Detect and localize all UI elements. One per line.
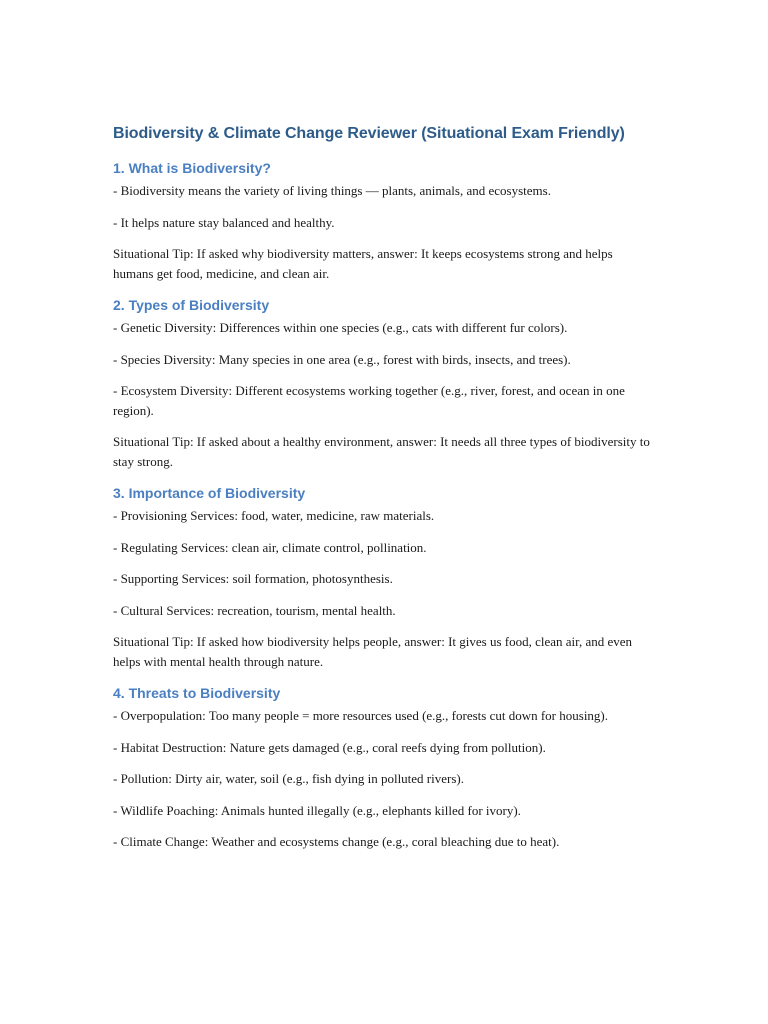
paragraph: - It helps nature stay balanced and healthy. [113, 214, 335, 230]
section-threats-to-biodiversity [113, 683, 653, 852]
paragraph: - Wildlife Poaching: Animals hunted illegally (e.g., elephants killed for ivory). [113, 802, 521, 818]
section-heading: 4. Threats to Biodiversity [113, 685, 281, 701]
section-what-is-biodiversity [113, 158, 653, 283]
paragraph: - Ecosystem Diversity: Different ecosystems working together (e.g., river, forest, and ocean in one region). [113, 383, 625, 418]
paragraph: - Habitat Destruction: Nature gets damaged (e.g., coral reefs dying from pollution). [113, 739, 546, 755]
section-heading: 1. What is Biodiversity? [113, 160, 271, 176]
paragraph: - Species Diversity: Many species in one area (e.g., forest with birds, insects, and trees). [113, 351, 571, 367]
situational-tip: Situational Tip: If asked why biodiversity matters, answer: It keeps ecosystems strong and helps humans get food, medicine, and clean air. [113, 246, 613, 281]
situational-tip: Situational Tip: If asked how biodiversity helps people, answer: It gives us food, clean air, and even helps with mental health through nature. [113, 634, 633, 669]
situational-tip: Situational Tip: If asked about a healthy environment, answer: It needs all three types of biodiversity to stay strong. [113, 434, 650, 469]
paragraph: - Cultural Services: recreation, tourism, mental health. [113, 602, 396, 618]
paragraph: - Regulating Services: clean air, climate control, pollination. [113, 539, 427, 555]
paragraph: - Overpopulation: Too many people = more resources used (e.g., forests cut down for housing). [113, 708, 609, 723]
section-heading: 2. Types of Biodiversity [113, 297, 270, 313]
document-page [113, 122, 653, 864]
paragraph: - Climate Change: Weather and ecosystems change (e.g., coral bleaching due to heat). [113, 834, 560, 849]
section-importance-of-biodiversity [113, 483, 653, 671]
document-title: Biodiversity & Climate Change Reviewer (Situational Exam Friendly) [113, 125, 625, 142]
paragraph: - Genetic Diversity: Differences within one species (e.g., cats with different fur colors). [113, 320, 568, 335]
paragraph: - Supporting Services: soil formation, photosynthesis. [113, 571, 393, 586]
paragraph: - Provisioning Services: food, water, medicine, raw materials. [113, 508, 435, 523]
paragraph: - Pollution: Dirty air, water, soil (e.g., fish dying in polluted rivers). [113, 771, 464, 786]
section-types-of-biodiversity [113, 295, 653, 471]
section-heading: 3. Importance of Biodiversity [113, 485, 306, 501]
paragraph: - Biodiversity means the variety of living things — plants, animals, and ecosystems. [113, 183, 551, 198]
